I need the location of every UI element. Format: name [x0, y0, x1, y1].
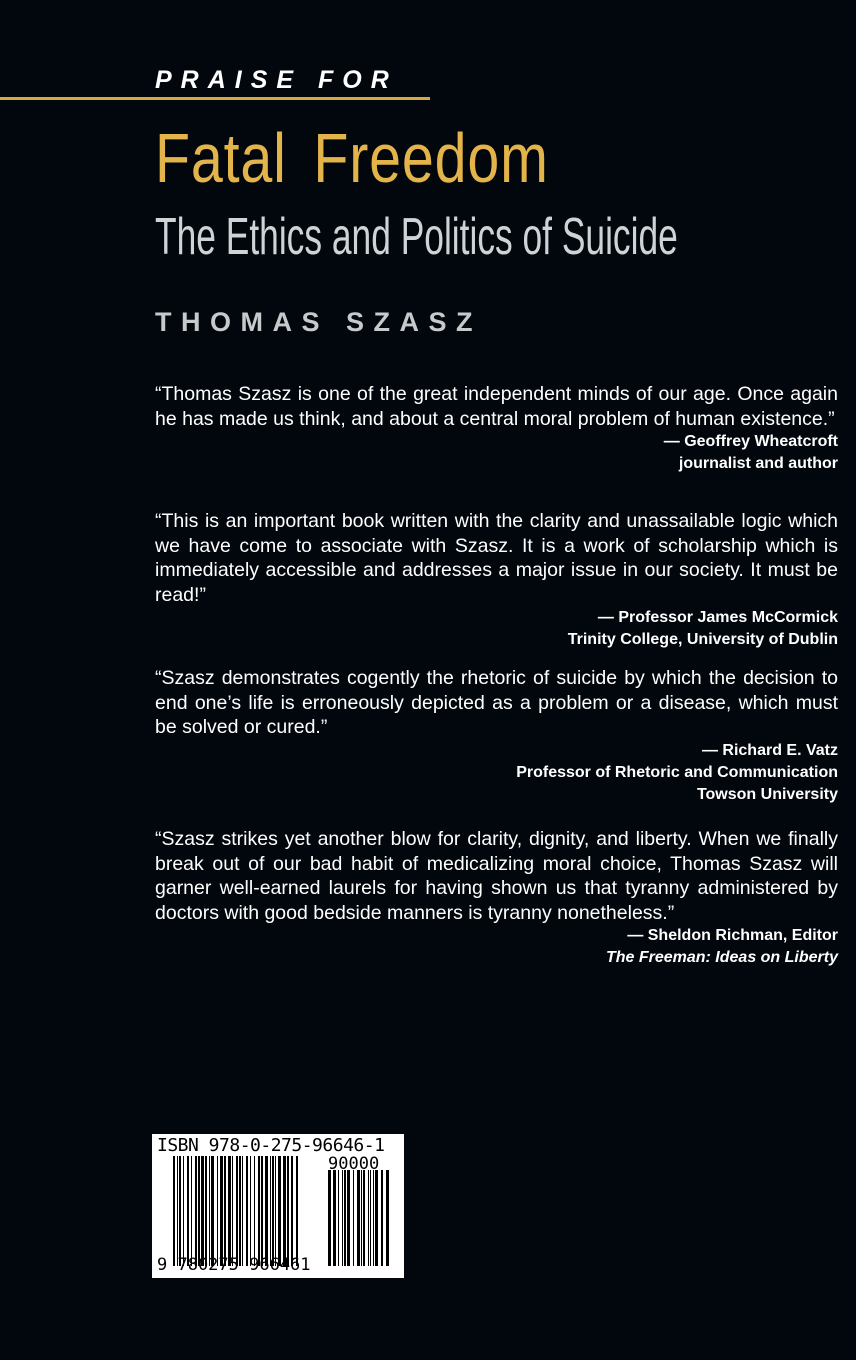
- barcode-bar: [258, 1156, 260, 1266]
- barcode-bar: [220, 1156, 223, 1266]
- barcode-bar: [228, 1156, 231, 1266]
- barcode-main-bars: [173, 1156, 323, 1266]
- barcode-bar: [375, 1170, 378, 1266]
- barcode-bar: [381, 1170, 383, 1266]
- barcode-bar: [291, 1156, 293, 1266]
- barcode-bar: [232, 1156, 233, 1266]
- barcode-bar: [386, 1170, 389, 1266]
- barcode-bar: [195, 1156, 197, 1266]
- barcode-bar: [217, 1156, 218, 1266]
- isbn-label: ISBN 978-0-275-96646-1: [157, 1135, 385, 1156]
- ean-digits: 9 780275 966461: [157, 1255, 311, 1275]
- book-title: Fatal Freedom: [155, 119, 549, 197]
- barcode-bar: [254, 1156, 255, 1266]
- barcode-bar: [353, 1170, 354, 1266]
- barcode-addon-bars: [328, 1170, 400, 1266]
- barcode-bar: [296, 1156, 298, 1266]
- barcode-bar: [242, 1156, 243, 1266]
- barcode-bar: [347, 1170, 350, 1266]
- barcode-bar: [272, 1156, 274, 1266]
- praise-label: PRAISE FOR: [155, 66, 398, 94]
- barcode-bar: [191, 1156, 192, 1266]
- barcode-bar: [239, 1156, 241, 1266]
- quote-attribution-role: journalist and author: [678, 455, 838, 472]
- barcode-bar: [201, 1156, 204, 1266]
- book-subtitle: The Ethics and Politics of Suicide: [155, 208, 678, 266]
- barcode-bar: [183, 1156, 184, 1266]
- quote-block-1: [155, 382, 838, 475]
- barcode-bar: [275, 1156, 276, 1266]
- barcode-bar: [198, 1156, 200, 1266]
- quote-text: “Szasz strikes yet another blow for clarity, dignity, and liberty. When we finally break out of our bad habit of medicalizing moral choice, Thomas Szasz will garner well-earned laurels for having shown us that tyranny administered by doctors with good bedside manners is tyranny nonetheless.”: [155, 828, 838, 924]
- barcode-bar: [278, 1156, 281, 1266]
- barcode-bar: [344, 1170, 346, 1266]
- quote-text: “This is an important book written with the clarity and unassailable logic which we have come to associate with Szasz. It is a work of scholarship which is immediately accessible and addresses a major issue in our society. It must be read!”: [155, 510, 838, 606]
- barcode-bar: [342, 1170, 343, 1266]
- quote-attribution: — Geoffrey Wheatcroft: [663, 433, 838, 450]
- quote-attribution: — Professor James McCormick: [597, 609, 838, 626]
- author-name: THOMAS SZASZ: [155, 307, 482, 337]
- barcode-bar: [173, 1156, 175, 1266]
- quote-text: “Szasz demonstrates cogently the rhetoric of suicide by which the decision to end one’s life is erroneously depicted as a problem or a disease, which must be solved or cured.”: [155, 667, 838, 738]
- barcode-bar: [179, 1156, 181, 1266]
- barcode-bar: [357, 1170, 360, 1266]
- barcode-bar: [338, 1170, 339, 1266]
- barcode-bar: [265, 1156, 268, 1266]
- barcode-bar: [205, 1156, 207, 1266]
- quote-block-4: [155, 827, 838, 969]
- barcode-bar: [261, 1156, 263, 1266]
- barcode-bar: [361, 1170, 362, 1266]
- barcode-bar: [370, 1170, 371, 1266]
- barcode-bar: [333, 1170, 336, 1266]
- barcode-bar: [177, 1156, 178, 1266]
- quote-attribution: — Richard E. Vatz: [701, 741, 838, 759]
- quote-block-3: [155, 666, 838, 806]
- barcode-bar: [211, 1156, 214, 1266]
- quote-attribution-affiliation: Towson University: [696, 785, 838, 803]
- barcode-bar: [287, 1156, 289, 1266]
- barcode-bar: [250, 1156, 251, 1266]
- barcode-bar: [373, 1170, 374, 1266]
- praise-rule: [0, 97, 430, 100]
- quote-text: “Thomas Szasz is one of the great independent minds of our age. Once again he has made us think, and about a central moral problem of human existence.”: [155, 383, 838, 430]
- quote-attribution-role: Professor of Rhetoric and Communication: [516, 763, 838, 781]
- barcode-bar: [368, 1170, 369, 1266]
- barcode-bar: [363, 1170, 365, 1266]
- barcode-bar: [283, 1156, 286, 1266]
- barcode-bar: [328, 1170, 331, 1266]
- price-code: 90000: [328, 1154, 380, 1174]
- quote-attribution-role: Trinity College, University of Dublin: [567, 631, 838, 648]
- barcode-bar: [246, 1156, 248, 1266]
- barcode-bar: [270, 1156, 271, 1266]
- quote-block-2: [155, 509, 838, 651]
- quote-attribution: — Sheldon Richman, Editor: [627, 927, 838, 944]
- barcode-bar: [236, 1156, 238, 1266]
- quote-attribution-publication: The Freeman: Ideas on Liberty: [605, 949, 838, 966]
- barcode-bar: [224, 1156, 226, 1266]
- barcode-bar: [187, 1156, 189, 1266]
- barcode-bar: [209, 1156, 210, 1266]
